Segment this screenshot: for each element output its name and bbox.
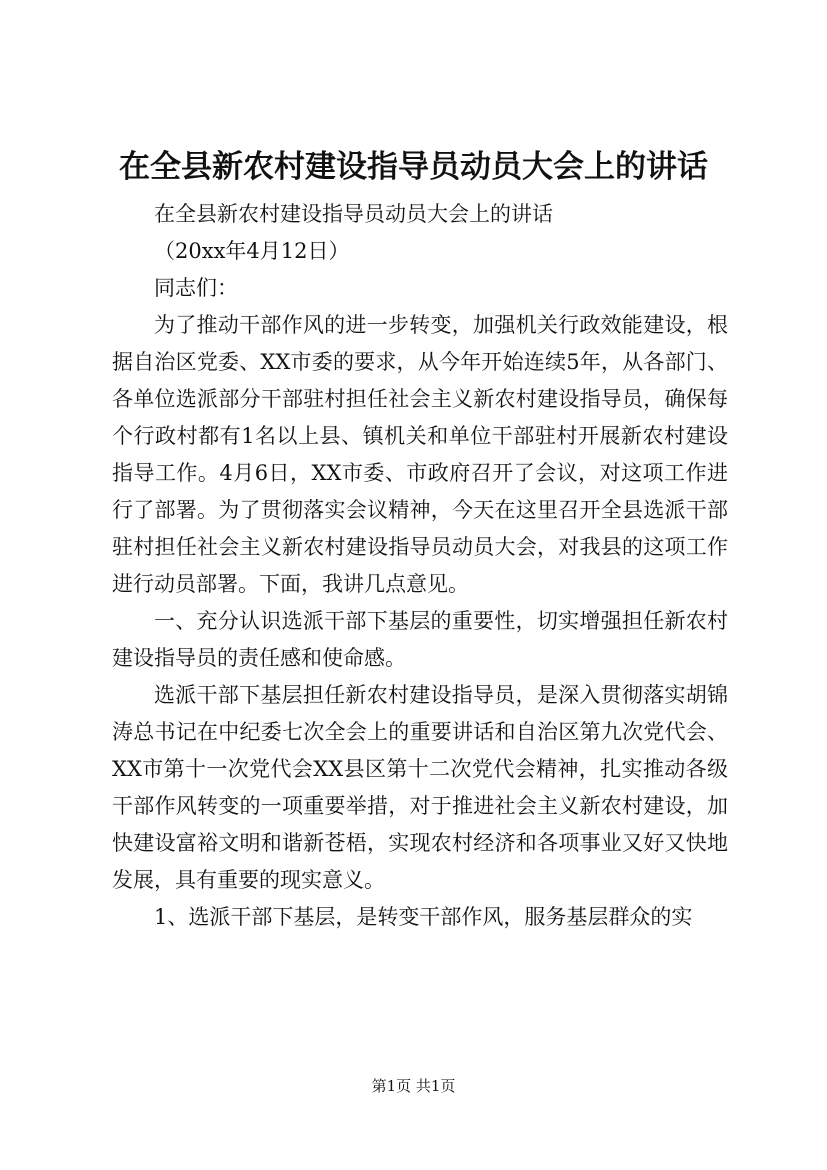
subsection-1-paragraph: 1、选派干部下基层，是转变干部作风，服务基层群众的实 bbox=[154, 905, 693, 929]
salutation-paragraph: 同志们： bbox=[154, 276, 238, 300]
document-body bbox=[112, 196, 728, 936]
section-heading-1: 一、充分认识选派干部下基层的重要性，切实增强担任新农村建设指导员的责任感和使命感。 bbox=[112, 609, 728, 670]
intro-paragraph: 为了推动干部作风的进一步转变，加强机关行政效能建设，根据自治区党委、XX市委的要求，从今年开始连续5年，从各部门、各单位选派部分干部驻村担任社会主义新农村建设指导员，确保每个行政村都有1名以上县、镇机关和单位干部驻村开展新农村建设指导工作。4月6日，XX市委、市政府召开了会议，对这项工作进行了部署。为了贯彻落实会议精神，今天在这里召开全县选派干部驻村担任社会主义新农村建设指导员动员大会，对我县的这项工作进行动员部署。下面，我讲几点意见。 bbox=[112, 313, 728, 596]
document-title: 在全县新农村建设指导员动员大会上的讲话 bbox=[119, 149, 708, 185]
subtitle-paragraph: 在全县新农村建设指导员动员大会上的讲话 bbox=[154, 202, 553, 226]
date-paragraph: （20xx年4月12日） bbox=[154, 239, 350, 263]
section-1-paragraph: 选派干部下基层担任新农村建设指导员，是深入贯彻落实胡锦涛总书记在中纪委七次全会上的重要讲话和自治区第九次党代会、XX市第十一次党代会XX县区第十二次党代会精神，扎实推动各级干部作风转变的一项重要举措，对于推进社会主义新农村建设，加快建设富裕文明和谐新苍梧，实现农村经济和各项事业又好又快地发展，具有重要的现实意义。 bbox=[112, 683, 728, 892]
page-footer: 第1页 共1页 bbox=[371, 1077, 456, 1095]
